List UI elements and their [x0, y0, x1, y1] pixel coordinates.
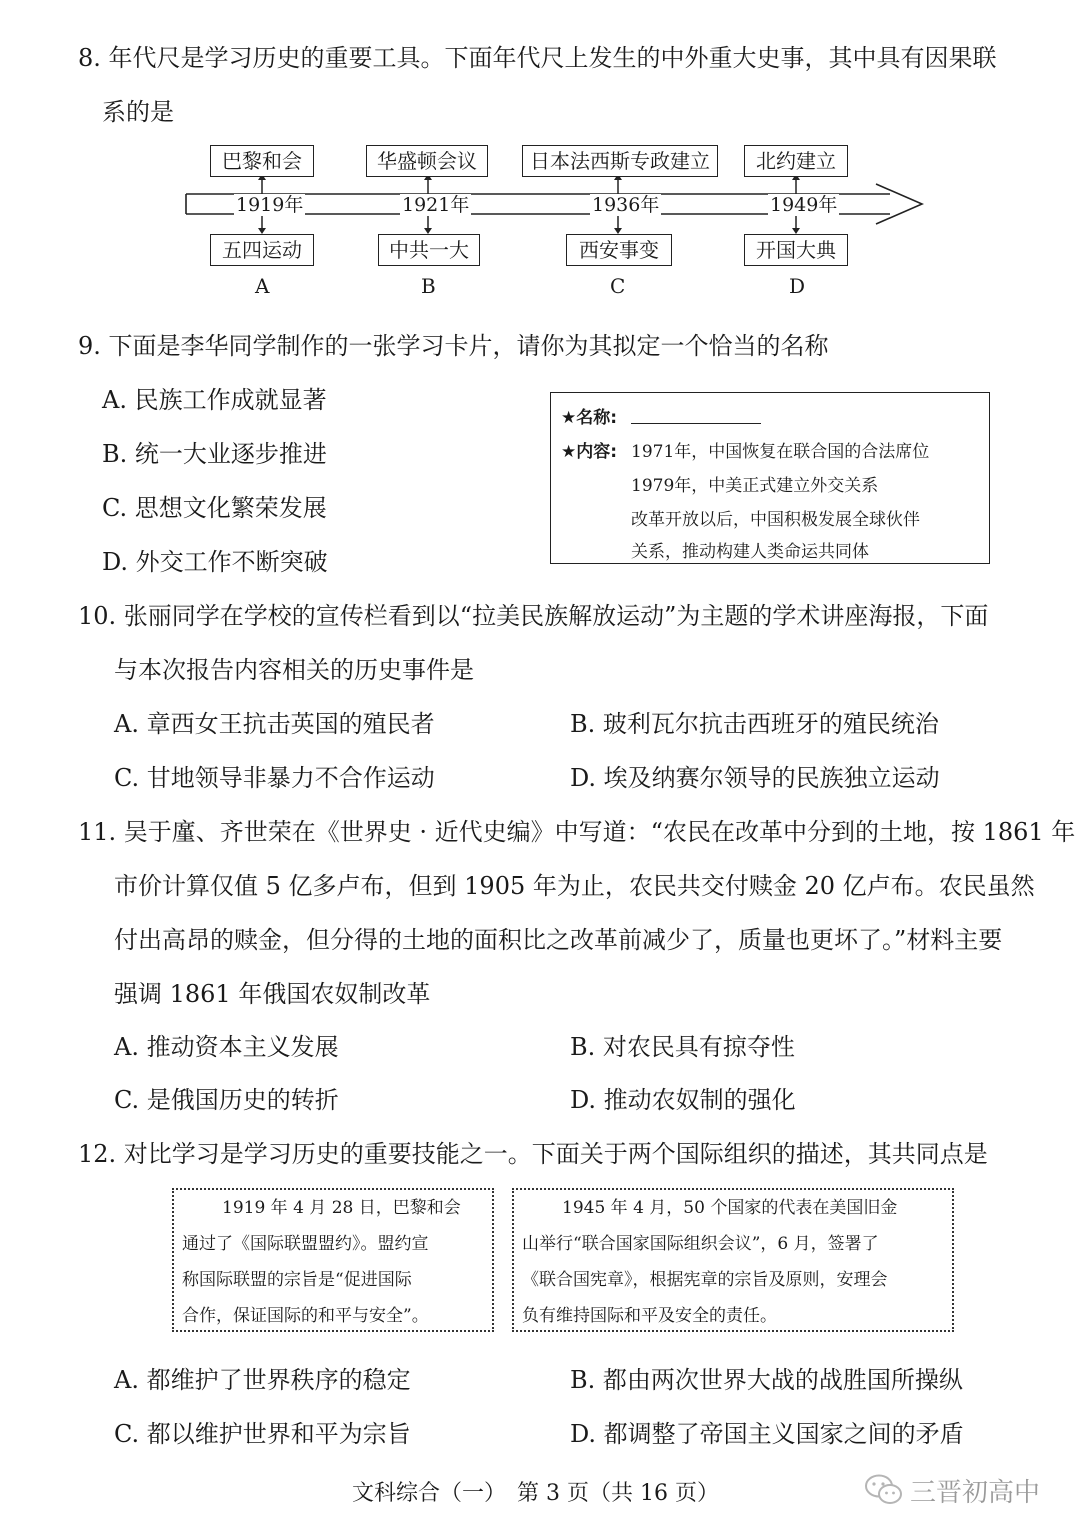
material-line: 称国际联盟的宗旨是“促进国际 [182, 1270, 412, 1290]
q10-stem-line1: 10. 张丽同学在学校的宣传栏看到以“拉美民族解放运动”为主题的学术讲座海报，下面 [78, 602, 989, 630]
timeline-year: 1936年 [592, 194, 660, 216]
timeline [0, 140, 1080, 310]
timeline-event-top: 日本法西斯专政建立 [522, 145, 718, 177]
q12-option-d[interactable]: D. 都调整了帝国主义国家之间的矛盾 [570, 1420, 964, 1448]
material-box-united-nations [512, 1188, 954, 1332]
q9-option-b[interactable]: B. 统一大业逐步推进 [102, 440, 327, 468]
q8-stem-line1: 8. 年代尺是学习历史的重要工具。下面年代尺上发生的中外重大史事，其中具有因果联 [78, 44, 997, 72]
timeline-event-top: 华盛顿会议 [366, 145, 488, 177]
q11-stem-line4: 强调 1861 年俄国农奴制改革 [114, 980, 431, 1008]
timeline-event-top: 巴黎和会 [210, 145, 314, 177]
material-line: 负有维持国际和平及安全的责任。 [522, 1306, 777, 1326]
q12-option-a[interactable]: A. 都维护了世界秩序的稳定 [114, 1366, 411, 1394]
q11-stem-line2: 市价计算仅值 5 亿多卢布，但到 1905 年为止，农民共交付赎金 20 亿卢布。农民虽然 [114, 872, 1035, 900]
q8-stem-line2: 系的是 [102, 98, 174, 126]
card-name-label: ★名称: [561, 408, 618, 428]
q11-stem-line3: 付出高昂的赎金，但分得的土地的面积比之改革前减少了，质量也更坏了。”材料主要 [114, 926, 1003, 954]
q9-option-d[interactable]: D. 外交工作不断突破 [102, 548, 328, 576]
timeline-option-letter: A [255, 274, 270, 298]
watermark-text: 三晋初高中 [910, 1478, 1041, 1508]
material-line: 1919 年 4 月 28 日，巴黎和会 [222, 1198, 461, 1218]
card-content-line: 1979年，中美正式建立外交关系 [631, 476, 879, 496]
card-name-blank [631, 423, 761, 424]
q12-stem: 12. 对比学习是学习历史的重要技能之一。下面关于两个国际组织的描述，其共同点是 [78, 1140, 988, 1168]
study-card [550, 392, 990, 564]
material-line: 《联合国宪章》，根据宪章的宗旨及原则，安理会 [522, 1270, 888, 1290]
timeline-option-letter: B [421, 274, 436, 298]
card-content-line: 改革开放以后，中国积极发展全球伙伴 [631, 510, 920, 530]
timeline-event-bottom: 五四运动 [210, 234, 314, 266]
page-footer: 文科综合（一） 第 3 页（共 16 页） [352, 1481, 719, 1506]
material-line: 1945 年 4 月，50 个国家的代表在美国旧金 [562, 1198, 898, 1218]
q11-option-c[interactable]: C. 是俄国历史的转折 [114, 1086, 339, 1114]
material-box-league-of-nations [172, 1188, 494, 1332]
q10-option-b[interactable]: B. 玻利瓦尔抗击西班牙的殖民统治 [570, 710, 939, 738]
card-content-line: 关系，推动构建人类命运共同体 [631, 542, 869, 562]
q10-stem-line2: 与本次报告内容相关的历史事件是 [114, 656, 474, 684]
timeline-event-bottom: 开国大典 [744, 234, 848, 266]
timeline-year: 1921年 [402, 194, 470, 216]
timeline-event-bottom: 西安事变 [566, 234, 672, 266]
timeline-option-letter: C [610, 274, 626, 298]
material-line: 山举行“联合国家国际组织会议”，6 月，签署了 [522, 1234, 879, 1254]
timeline-year: 1949年 [770, 194, 838, 216]
q10-option-c[interactable]: C. 甘地领导非暴力不合作运动 [114, 764, 435, 792]
q10-option-d[interactable]: D. 埃及纳赛尔领导的民族独立运动 [570, 764, 940, 792]
q9-stem: 9. 下面是李华同学制作的一张学习卡片，请你为其拟定一个恰当的名称 [78, 332, 829, 360]
wechat-icon [864, 1472, 904, 1506]
q9-option-a[interactable]: A. 民族工作成就显著 [102, 386, 327, 414]
timeline-event-bottom: 中共一大 [378, 234, 480, 266]
material-line: 合作，保证国际的和平与安全”。 [182, 1306, 429, 1326]
q11-option-a[interactable]: A. 推动资本主义发展 [114, 1033, 339, 1061]
q12-option-c[interactable]: C. 都以维护世界和平为宗旨 [114, 1420, 411, 1448]
q12-option-b[interactable]: B. 都由两次世界大战的战胜国所操纵 [570, 1366, 963, 1394]
card-content-line: 1971年，中国恢复在联合国的合法席位 [631, 442, 930, 462]
q9-option-c[interactable]: C. 思想文化繁荣发展 [102, 494, 327, 522]
watermark [864, 1470, 1064, 1510]
q11-option-d[interactable]: D. 推动农奴制的强化 [570, 1086, 796, 1114]
q11-option-b[interactable]: B. 对农民具有掠夺性 [570, 1033, 795, 1061]
material-line: 通过了《国际联盟盟约》。盟约宣 [182, 1234, 429, 1254]
card-content-label: ★内容: [561, 442, 618, 462]
timeline-year: 1919年 [236, 194, 304, 216]
q11-stem-line1: 11. 吴于廑、齐世荣在《世界史 · 近代史编》中写道：“农民在改革中分到的土地，按 1861 年 [78, 818, 1076, 846]
timeline-event-top: 北约建立 [744, 145, 848, 177]
q10-option-a[interactable]: A. 章西女王抗击英国的殖民者 [114, 710, 435, 738]
timeline-option-letter: D [789, 274, 806, 298]
